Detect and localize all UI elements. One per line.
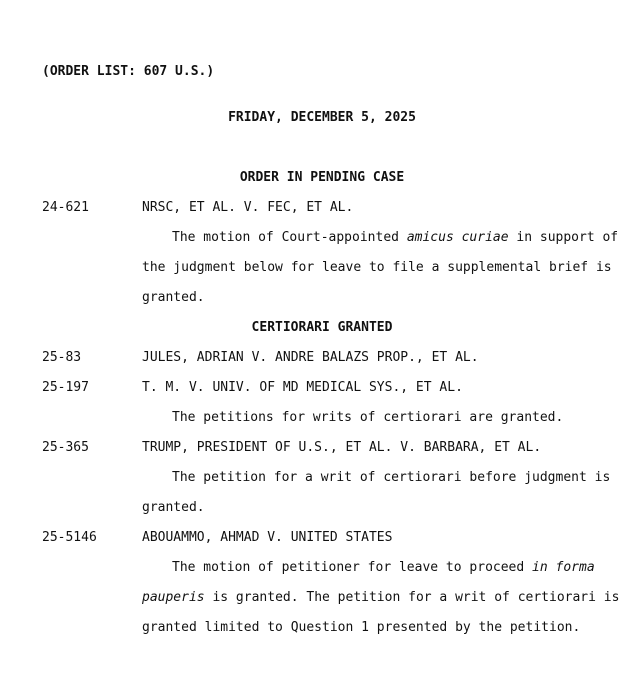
order-text-line: granted limited to Question 1 presented by the petition. — [142, 620, 581, 635]
order-text-line: The petitions for writs of certiorari are granted. — [172, 410, 564, 425]
order-text-italic: amicus curiae — [406, 230, 509, 245]
order-text-line — [172, 560, 595, 576]
section-heading-pending: ORDER IN PENDING CASE — [239, 170, 405, 185]
docket-number: 25-5146 — [42, 530, 97, 545]
order-text-line — [172, 230, 618, 246]
case-caption: NRSC, ET AL. V. FEC, ET AL. — [142, 200, 354, 215]
order-text-line — [142, 590, 619, 606]
case-caption: JULES, ADRIAN V. ANDRE BALAZS PROP., ET AL. — [142, 350, 479, 365]
order-text: The motion of petitioner for leave to proceed — [172, 560, 533, 575]
section-heading-certiorari: CERTIORARI GRANTED — [251, 320, 393, 335]
order-date: FRIDAY, DECEMBER 5, 2025 — [228, 110, 416, 125]
docket-number: 25-365 — [42, 440, 89, 455]
docket-number: 25-83 — [42, 350, 82, 365]
order-text-line: the judgment below for leave to file a supplemental brief is — [142, 260, 612, 275]
docket-number: 24-621 — [42, 200, 89, 215]
order-text-line: granted. — [142, 290, 205, 305]
case-caption: ABOUAMMO, AHMAD V. UNITED STATES — [142, 530, 393, 545]
order-text-italic: pauperis — [142, 590, 205, 605]
order-list-header: (ORDER LIST: 607 U.S.) — [42, 64, 215, 79]
order-text-line: The petition for a writ of certiorari before judgment is — [172, 470, 611, 485]
docket-number: 25-197 — [42, 380, 89, 395]
order-text: The motion of Court-appointed — [172, 230, 407, 245]
case-caption: T. M. V. UNIV. OF MD MEDICAL SYS., ET AL. — [142, 380, 463, 395]
order-text: is granted. The petition for a writ of certiorari is — [204, 590, 620, 605]
order-text-italic: in forma — [532, 560, 595, 575]
order-text: in support of — [508, 230, 619, 245]
order-text-line: granted. — [142, 500, 205, 515]
case-caption: TRUMP, PRESIDENT OF U.S., ET AL. V. BARBARA, ET AL. — [142, 440, 542, 455]
